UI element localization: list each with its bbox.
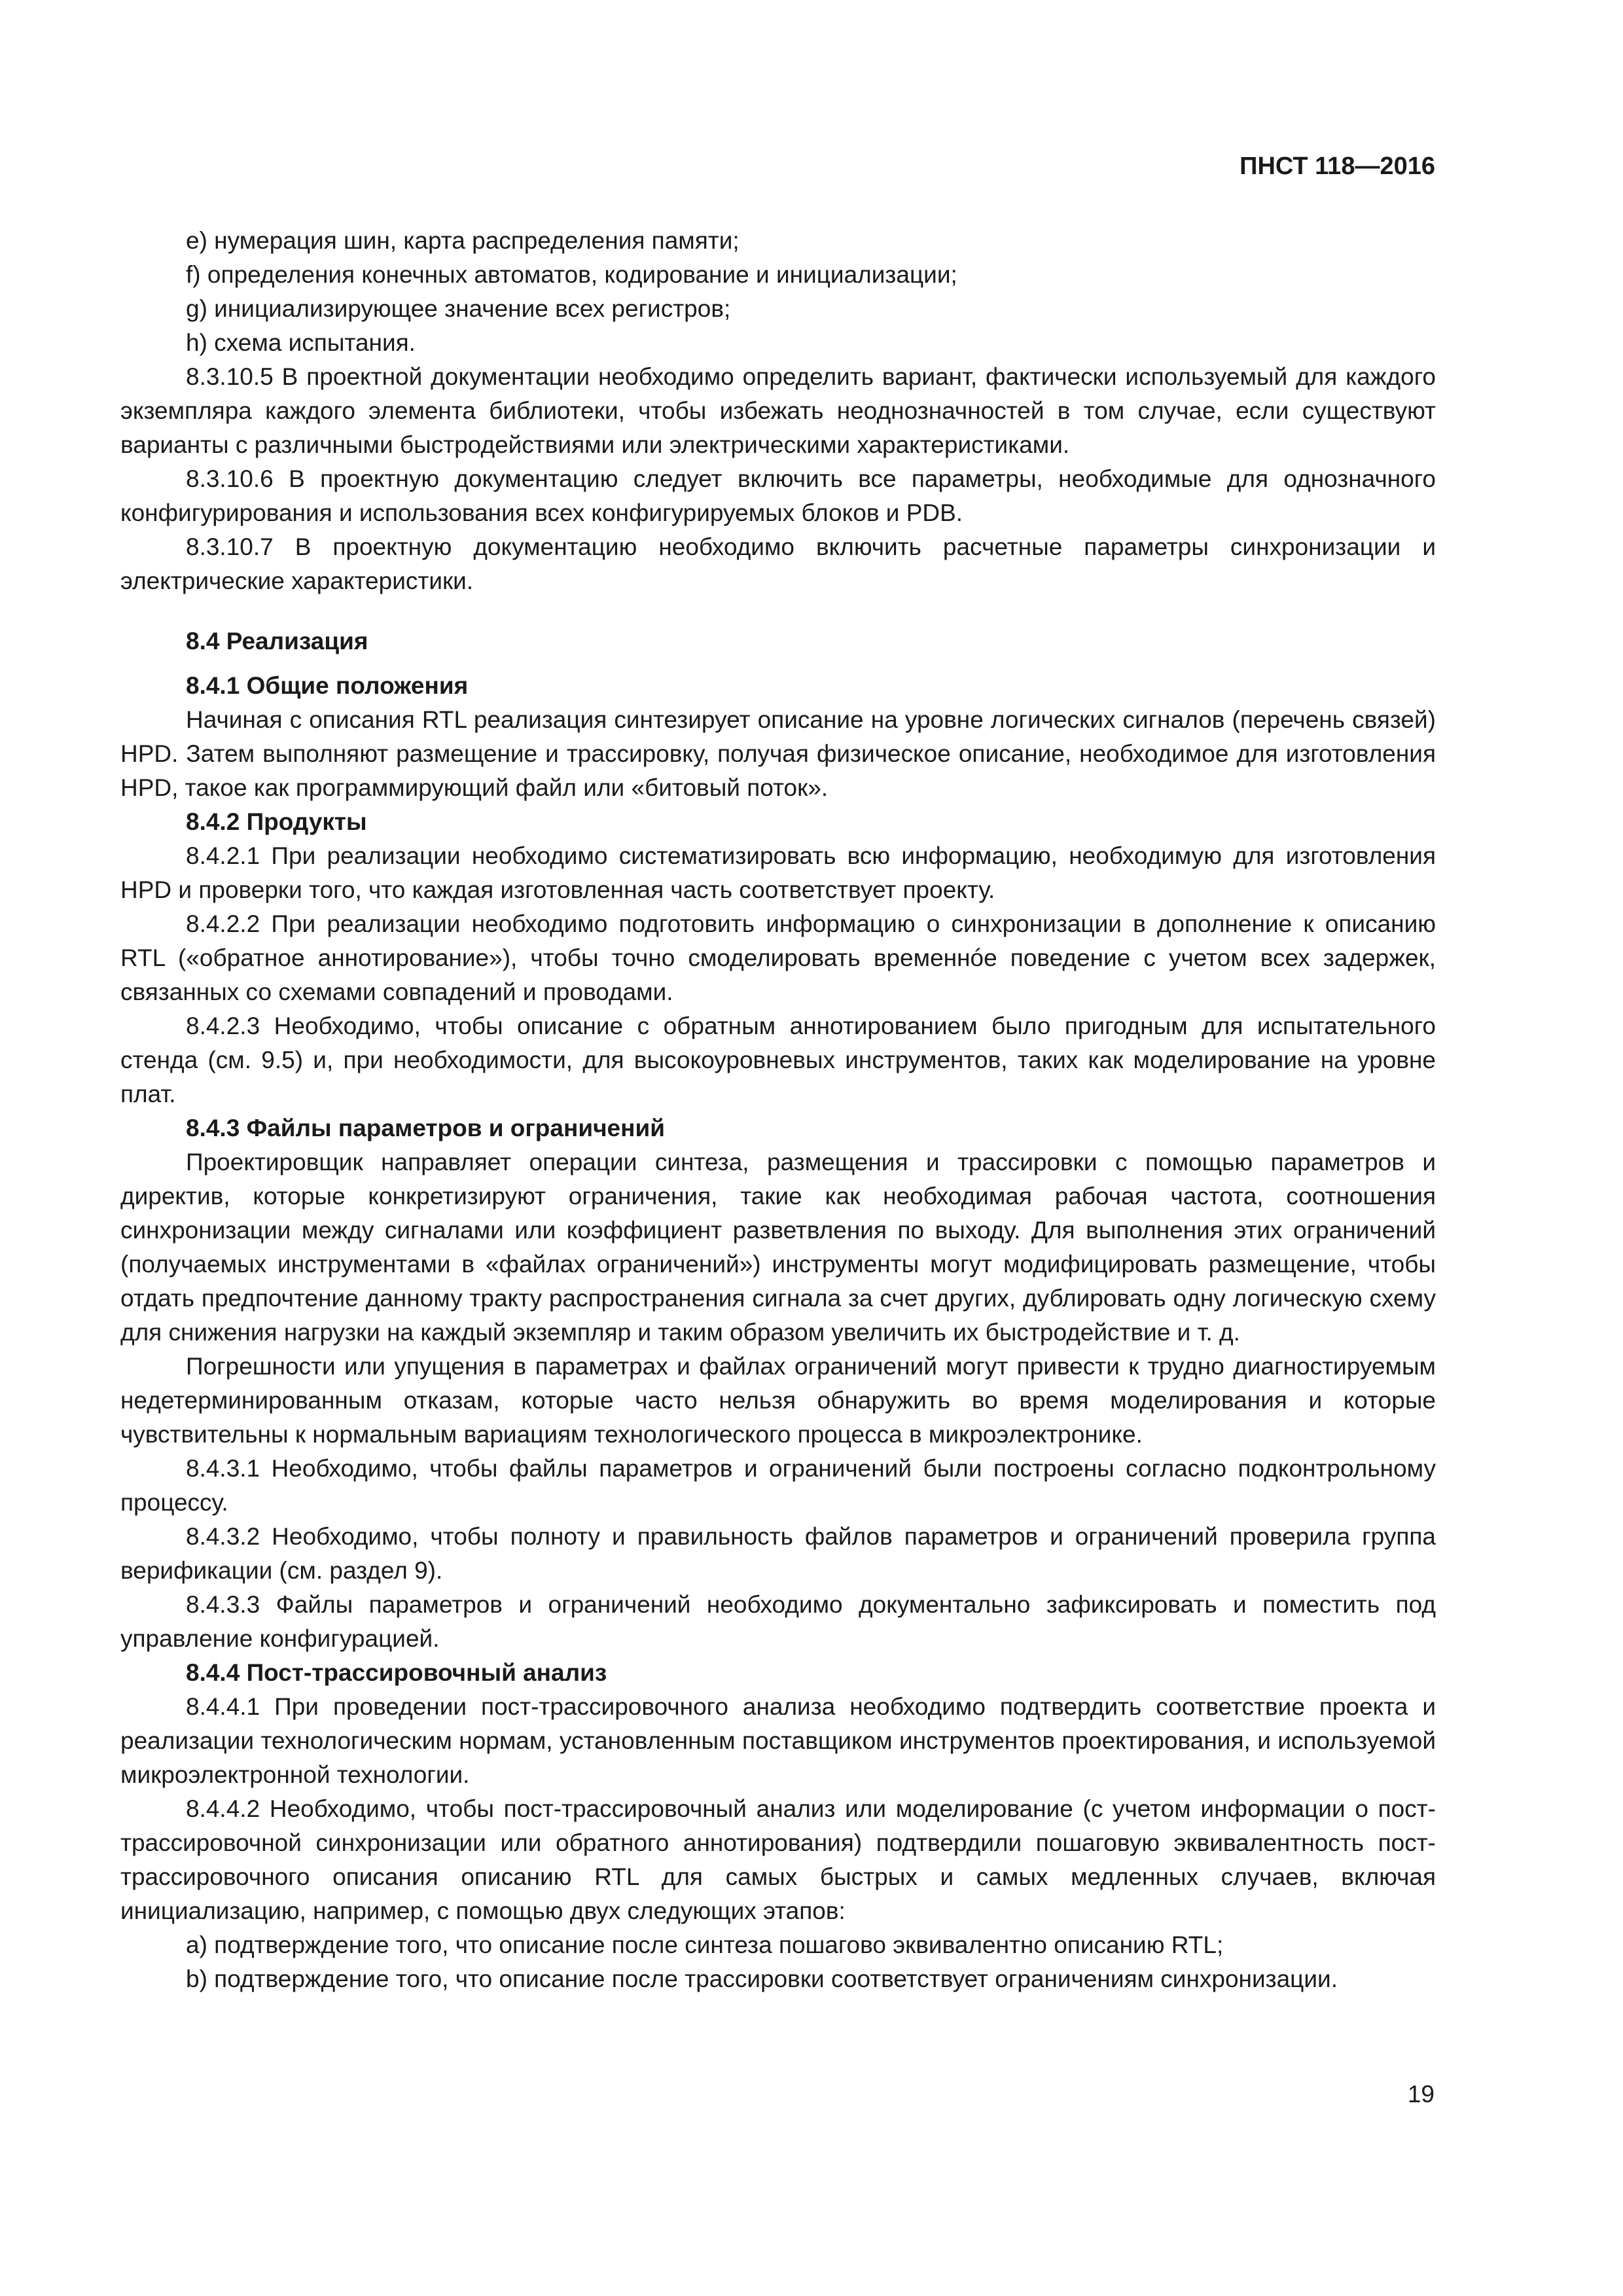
clause-8-4-2-3: 8.4.2.3 Необходимо, чтобы описание с обратным аннотированием было пригодным для испытательного стенда (см. 9.5) и, при необходимости, для высокоуровневых инструментов, таких как моделирование на уровне плат.: [120, 1013, 1436, 1107]
list-item-g: g) инициализирующее значение всех регистров;: [186, 295, 731, 322]
subsection-heading-8-4-4: 8.4.4 Пост-трассировочный анализ: [186, 1659, 607, 1686]
subsection-heading-8-4-3: 8.4.3 Файлы параметров и ограничений: [186, 1115, 665, 1141]
list-item-a: a) подтверждение того, что описание после синтеза пошагово эквивалентно описанию RTL;: [186, 1931, 1224, 1958]
document-body: [120, 224, 1436, 1996]
page-number: 19: [1407, 2081, 1435, 2108]
section-heading-8-4: 8.4 Реализация: [186, 628, 368, 655]
list-item-f: f) определения конечных автоматов, кодирование и инициализации;: [186, 261, 957, 288]
clause-8-4-1-text: Начиная с описания RTL реализация синтезирует описание на уровне логических сигналов (перечень связей) HPD. Затем выполняют размещение и трассировку, получая физическое описание, необходимое для изготовления HPD, такое как программирующий файл или «битовый поток».: [120, 706, 1436, 801]
list-item-h: h) схема испытания.: [186, 329, 416, 356]
document-code-header: ПНСТ 118—2016: [1240, 152, 1435, 180]
clause-8-3-10-6: 8.3.10.6 В проектную документацию следует включить все параметры, необходимые для однозначного конфигурирования и использования всех конфигурируемых блоков и PDB.: [120, 465, 1436, 526]
clause-8-4-2-1: 8.4.2.1 При реализации необходимо систематизировать всю информацию, необходимую для изготовления HPD и проверки того, что каждая изготовленная часть соответствует проекту.: [120, 842, 1436, 903]
clause-8-4-4-2: 8.4.4.2 Необходимо, чтобы пост-трассировочный анализ или моделирование (с учетом информации о пост-трассировочной синхронизации или обратного аннотирования) подтвердили пошаговую эквивалентность пост-трассировочного описания описанию RTL для самых быстрых и самых медленных случаев, включая инициализацию, например, с помощью двух следующих этапов:: [120, 1795, 1436, 1924]
list-item-b: b) подтверждение того, что описание после трассировки соответствует ограничениям синхронизации.: [186, 1965, 1338, 1992]
clause-8-4-3-intro: Проектировщик направляет операции синтеза, размещения и трассировки с помощью параметров и директив, которые конкретизируют ограничения, такие как необходимая рабочая частота, соотношения синхронизации между сигналами или коэффициент разветвления по выходу. Для выполнения этих ограничений (получаемых инструментами в «файлах ограничений») инструменты могут модифицировать размещение, чтобы отдать предпочтение данному тракту распространения сигнала за счет других, дублировать одну логическую схему для снижения нагрузки на каждый экземпляр и таким образом увеличить их быстродействие и т. д.: [120, 1149, 1436, 1346]
subsection-heading-8-4-2: 8.4.2 Продукты: [186, 808, 367, 835]
list-item-e: e) нумерация шин, карта распределения памяти;: [186, 227, 740, 254]
clause-8-4-4-1: 8.4.4.1 При проведении пост-трассировочного анализа необходимо подтвердить соответствие проекта и реализации технологическим нормам, установленным поставщиком инструментов проектирования, и используемой микроэлектронной технологии.: [120, 1693, 1436, 1788]
clause-8-4-3-errors: Погрешности или упущения в параметрах и файлах ограничений могут привести к трудно диагностируемым недетерминированным отказам, которые часто нельзя обнаружить во время моделирования и которые чувствительны к нормальным вариациям технологического процесса в микроэлектронике.: [120, 1353, 1436, 1448]
clause-8-3-10-5: 8.3.10.5 В проектной документации необходимо определить вариант, фактически используемый для каждого экземпляра каждого элемента библиотеки, чтобы избежать неоднозначностей в том случае, если существуют варианты с различными быстродействиями или электрическими характеристиками.: [120, 363, 1436, 458]
subsection-heading-8-4-1: 8.4.1 Общие положения: [186, 672, 469, 699]
clause-8-4-3-2: 8.4.3.2 Необходимо, чтобы полноту и правильность файлов параметров и ограничений проверила группа верификации (см. раздел 9).: [120, 1523, 1436, 1584]
clause-8-3-10-7: 8.3.10.7 В проектную документацию необходимо включить расчетные параметры синхронизации и электрические характеристики.: [120, 533, 1436, 594]
clause-8-4-3-3: 8.4.3.3 Файлы параметров и ограничений необходимо документально зафиксировать и поместить под управление конфигурацией.: [120, 1591, 1436, 1652]
clause-8-4-3-1: 8.4.3.1 Необходимо, чтобы файлы параметров и ограничений были построены согласно подконтрольному процессу.: [120, 1455, 1436, 1516]
clause-8-4-2-2: 8.4.2.2 При реализации необходимо подготовить информацию о синхронизации в дополнение к описанию RTL («обратное аннотирование»), чтобы точно смоделировать временнóе поведение с учетом всех задержек, связанных со схемами совпадений и проводами.: [120, 910, 1436, 1005]
